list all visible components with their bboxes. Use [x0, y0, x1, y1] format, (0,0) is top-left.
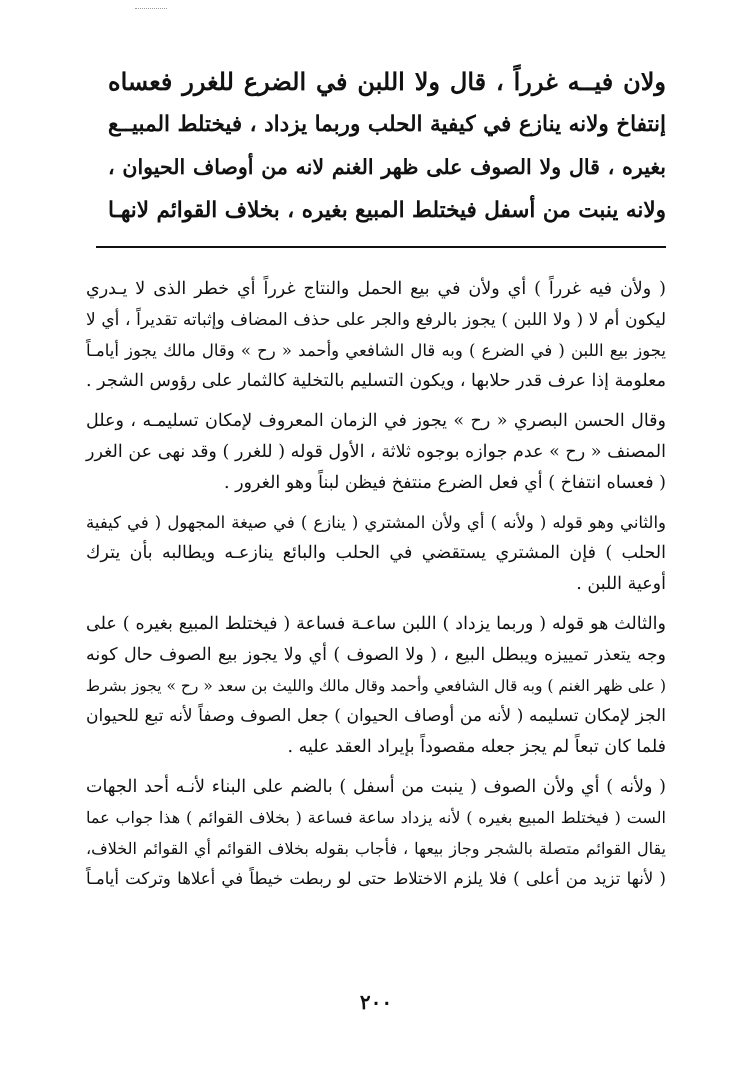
commentary-line: والثالث هو قوله ( وربما يزداد ) اللبن ساعـة فساعة ( فيختلط المبيع بغيره ) على [86, 613, 666, 634]
commentary-line: فلما كان تبعاً لم يجز جعله مقصوداً بإيراد العقد عليه . [287, 737, 666, 758]
main-text-line: ولانه ينبت من أسفل فيختلط المبيع بغيره ، بخلاف القوائم لانهـا [108, 198, 666, 223]
commentary-line: وجه يتعذر تمييزه ويبطل البيع ، ( ولا الصوف ) أي ولا يجوز بيع الصوف حال كونه [86, 644, 666, 665]
commentary-paragraph [86, 406, 666, 498]
commentary-line: يجوز بيع اللبن ( في الضرع ) وبه قال الشافعي وأحمد « رح » وقال مالك يجوز أيامـاً [86, 340, 666, 360]
scan-mark [135, 8, 167, 9]
commentary-paragraph [86, 508, 666, 600]
commentary [86, 274, 666, 904]
commentary-line: الجز لإمكان تسليمه ( لأنه من أوصاف الحيوان ) جعل الصوف وصفاً لأنه تبع للحيوان [86, 706, 666, 727]
commentary-line: والثاني وهو قوله ( ولأنه ) أي ولأن المشتري ( ينازع ) في صيغة المجهول ( في كيفية [86, 512, 666, 532]
commentary-line: ليكون أم لا ( ولا اللبن ) يجوز بالرفع والجر على حذف المضاف وإثباته تقديراً ، أي لا [86, 309, 666, 330]
commentary-line: ( على ظهر الغنم ) وبه قال الشافعي وأحمد وقال مالك والليث بن سعد « رح » يجوز بشرط [85, 676, 666, 695]
commentary-line: أوعية اللبن . [576, 574, 666, 595]
main-text-line: بغيره ، قال ولا الصوف على ظهر الغنم لانه من أوصاف الحيوان ، [108, 155, 666, 179]
page-number: ٢٠٠ [359, 990, 393, 1014]
main-text [108, 60, 666, 232]
main-text-line: ولان فيــه غرراً ، قال ولا اللبن في الضرع للغرر فعساه [108, 67, 666, 96]
commentary-line: معلومة إذا عرف قدر حلابها ، ويكون التسليم بالتخلية كالثمار على رؤوس الشجر . [86, 371, 666, 392]
commentary-line: ( فعساه انتفاخ ) أي فعل الضرع منتفخ فيظن لبناً وهو الغرور . [223, 472, 666, 493]
main-text-line: إنتفاخ ولانه ينازع في كيفية الحلب وربما يزداد ، فيختلط المبيــع [108, 112, 666, 137]
commentary-paragraph [86, 609, 666, 763]
commentary-line: المصنف « رح » عدم جوازه بوجوه ثلاثة ، الأول قوله ( للغرر ) وقد نهى عن الغرر [86, 441, 666, 462]
commentary-paragraph [86, 274, 666, 397]
commentary-line: الحلب ) فإن المشتري يستقضي في الحلب والبائع ينازعـه ويطالبه بأن يترك [86, 543, 666, 564]
commentary-line: وقال الحسن البصري « رح » يجوز في الزمان المعروف لإمكان تسليمـه ، وعلل [86, 411, 666, 432]
commentary-line: ( ولأن فيه غرراً ) أي ولأن في بيع الحمل والنتاج غرراً أي خطر الذى لا يـدري [86, 279, 666, 299]
separator-rule [96, 246, 666, 248]
commentary-line: يقال القوائم متصلة بالشجر وجاز بيعها ، فأجاب بقوله بخلاف القوائم أي القوائم الخلاف، [86, 838, 666, 858]
commentary-line: الست ( فيختلط المبيع بغيره ) لأنه يزداد ساعة فساعة ( بخلاف القوائم ) هذا جواب عما [86, 807, 666, 827]
commentary-line: ( ولأنه ) أي ولأن الصوف ( ينبت من أسفل ) بالضم على البناء لأنـه أحد الجهات [86, 776, 666, 797]
commentary-line: ( لأنها تزيد من أعلى ) فلا يلزم الاختلاط حتى لو ربطت خيطاً في أعلاها وتركت أيامـاً [86, 869, 666, 889]
commentary-paragraph [86, 772, 666, 895]
